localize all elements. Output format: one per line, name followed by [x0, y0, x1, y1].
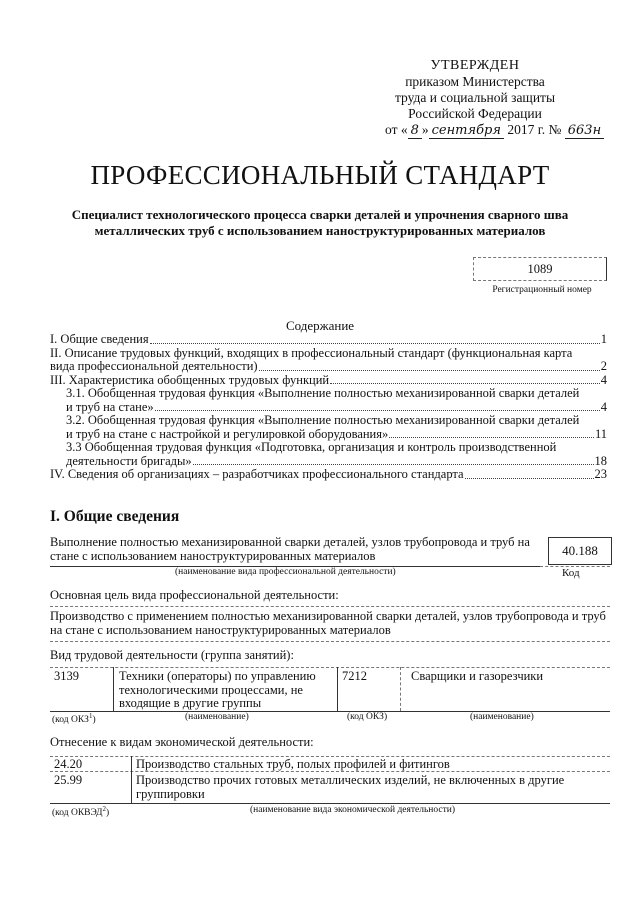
- econ-code-1: 24.20: [54, 757, 83, 771]
- occupation-top-border: [50, 667, 610, 668]
- toc-leader: [259, 370, 600, 371]
- toc-page-number: 2: [600, 359, 607, 373]
- toc-page-number: 18: [594, 453, 607, 468]
- activity-code-box: 40.188: [548, 537, 612, 565]
- toc-leader: [330, 383, 600, 384]
- okved-caption: (код ОКВЭД$^2$): [52, 805, 110, 819]
- toc-item-text: II. Описание трудовых функций, входящих в профессиональный стандарт (функциональная карта: [50, 345, 573, 360]
- econ-name-caption: (наименование вида экономической деятельности): [250, 805, 455, 815]
- occupation-divider: [113, 667, 114, 711]
- toc-item-text: I. Общие сведения: [50, 332, 149, 346]
- toc-page-number: 23: [594, 467, 607, 481]
- document-title: ПРОФЕССИОНАЛЬНЫЙ СТАНДАРТ: [90, 160, 550, 190]
- date-mid: »: [421, 122, 429, 137]
- registration-number-label: Регистрационный номер: [492, 285, 592, 295]
- code-caption: Код: [562, 567, 580, 579]
- toc-item-1[interactable]: [50, 333, 607, 347]
- activity-name: Выполнение полностью механизированной сварки деталей, узлов трубопровода и труб на стане с использованием наноструктурированных материалов: [50, 535, 530, 563]
- econ-divider: [131, 756, 132, 803]
- toc-page-number: 4: [600, 399, 607, 414]
- occupation-divider: [337, 667, 338, 711]
- toc-page-number: 11: [594, 426, 607, 441]
- toc-item-text: 3.1. Обобщенная трудовая функция «Выполнение полностью механизированной сварки деталей: [66, 386, 580, 400]
- occupation-code-1: 3139: [54, 669, 79, 683]
- toc-item-2[interactable]: [50, 347, 607, 374]
- toc-item-3[interactable]: [50, 374, 607, 388]
- approval-heading: УТВЕРЖДЕН: [430, 58, 520, 73]
- occupation-code-2: 7212: [342, 669, 367, 683]
- toc-item-text: 3.3 Обобщенная трудовая функция «Подготовка, организация и контроль производственной: [66, 440, 557, 454]
- toc-item-text: и труб на стане с настройкой и регулировкой оборудования»: [66, 426, 389, 441]
- approval-line-1: приказом Министерства: [405, 74, 545, 89]
- approval-block: [360, 58, 602, 139]
- toc-item-text: III. Характеристика обобщенных трудовых функций: [50, 372, 330, 387]
- handwritten-day: 8: [408, 123, 422, 139]
- occupation-label: Вид трудовой деятельности (группа занятий):: [50, 648, 294, 662]
- registration-number-box: 1089: [473, 257, 607, 281]
- toc-leader: [389, 437, 594, 438]
- toc-title: Содержание: [285, 318, 355, 333]
- toc-item-text: 3.2. Обобщенная трудовая функция «Выполнение полностью механизированной сварки деталей: [66, 413, 580, 427]
- toc-page-number: 1: [600, 332, 607, 346]
- document-subtitle: Специалист технологического процесса сварки деталей и упрочнения сварного шва металлических труб с использованием наноструктурированных материалов: [71, 207, 569, 238]
- occupation-divider: [400, 667, 401, 711]
- approval-line-2: труда и социальной защиты: [394, 90, 556, 105]
- table-of-contents: [50, 333, 607, 482]
- econ-name-2: Производство прочих готовых металлических изделий, не включенных в другие группировки: [136, 773, 565, 801]
- okz-caption-2: (код ОКЗ): [347, 712, 388, 722]
- goal-bottom-border: [50, 641, 610, 642]
- toc-leader: [193, 464, 594, 465]
- toc-item-3-3[interactable]: [50, 441, 607, 468]
- toc-item-4[interactable]: [50, 468, 607, 482]
- activity-caption: (наименование вида профессиональной деятельности): [175, 567, 396, 577]
- handwritten-order-number: 663н: [565, 123, 604, 139]
- date-prefix: от «: [385, 122, 408, 137]
- goal-label: Основная цель вида профессиональной деятельности:: [50, 588, 339, 602]
- occupation-name-caption: (наименование): [185, 712, 249, 722]
- okz-caption: (код ОКЗ$^1$): [52, 712, 96, 726]
- occupation-name-2: Сварщики и газорезчики: [411, 669, 544, 683]
- toc-item-text: деятельности бригады»: [66, 453, 192, 468]
- toc-item-text: вида профессиональной деятельности): [50, 359, 258, 373]
- econ-code-2: 25.99: [54, 773, 83, 787]
- approval-line-3: Российской Федерации: [408, 106, 542, 121]
- date-year: 2017 г. №: [507, 122, 562, 137]
- toc-item-text: и труб на стане»: [66, 399, 154, 414]
- econ-name-1: Производство стальных труб, полых профилей и фитингов: [136, 757, 450, 771]
- toc-item-3-1[interactable]: [50, 387, 607, 414]
- toc-item-3-2[interactable]: [50, 414, 607, 441]
- econ-bottom-border: [50, 803, 610, 804]
- toc-item-text: IV. Сведения об организациях – разработчиках профессионального стандарта: [50, 467, 464, 481]
- occupation-name-caption-2: (наименование): [470, 712, 534, 722]
- toc-leader: [150, 343, 600, 344]
- toc-leader: [155, 410, 600, 411]
- handwritten-month: сентября: [429, 123, 504, 139]
- goal-top-border: [50, 606, 610, 607]
- occupation-name-1: Техники (операторы) по управлению технологическими процессами, не входящие в другие группы: [119, 669, 316, 710]
- toc-page-number: 4: [600, 372, 607, 387]
- section-heading: I. Общие сведения: [50, 508, 180, 525]
- econ-label: Отнесение к видам экономической деятельности:: [50, 735, 314, 749]
- toc-leader: [465, 478, 594, 479]
- approval-date-line: [360, 122, 602, 139]
- goal-text: Производство с применением полностью механизированной сварки деталей, узлов трубопровода и труб на стане с использованием наноструктурированных материалов: [50, 609, 606, 637]
